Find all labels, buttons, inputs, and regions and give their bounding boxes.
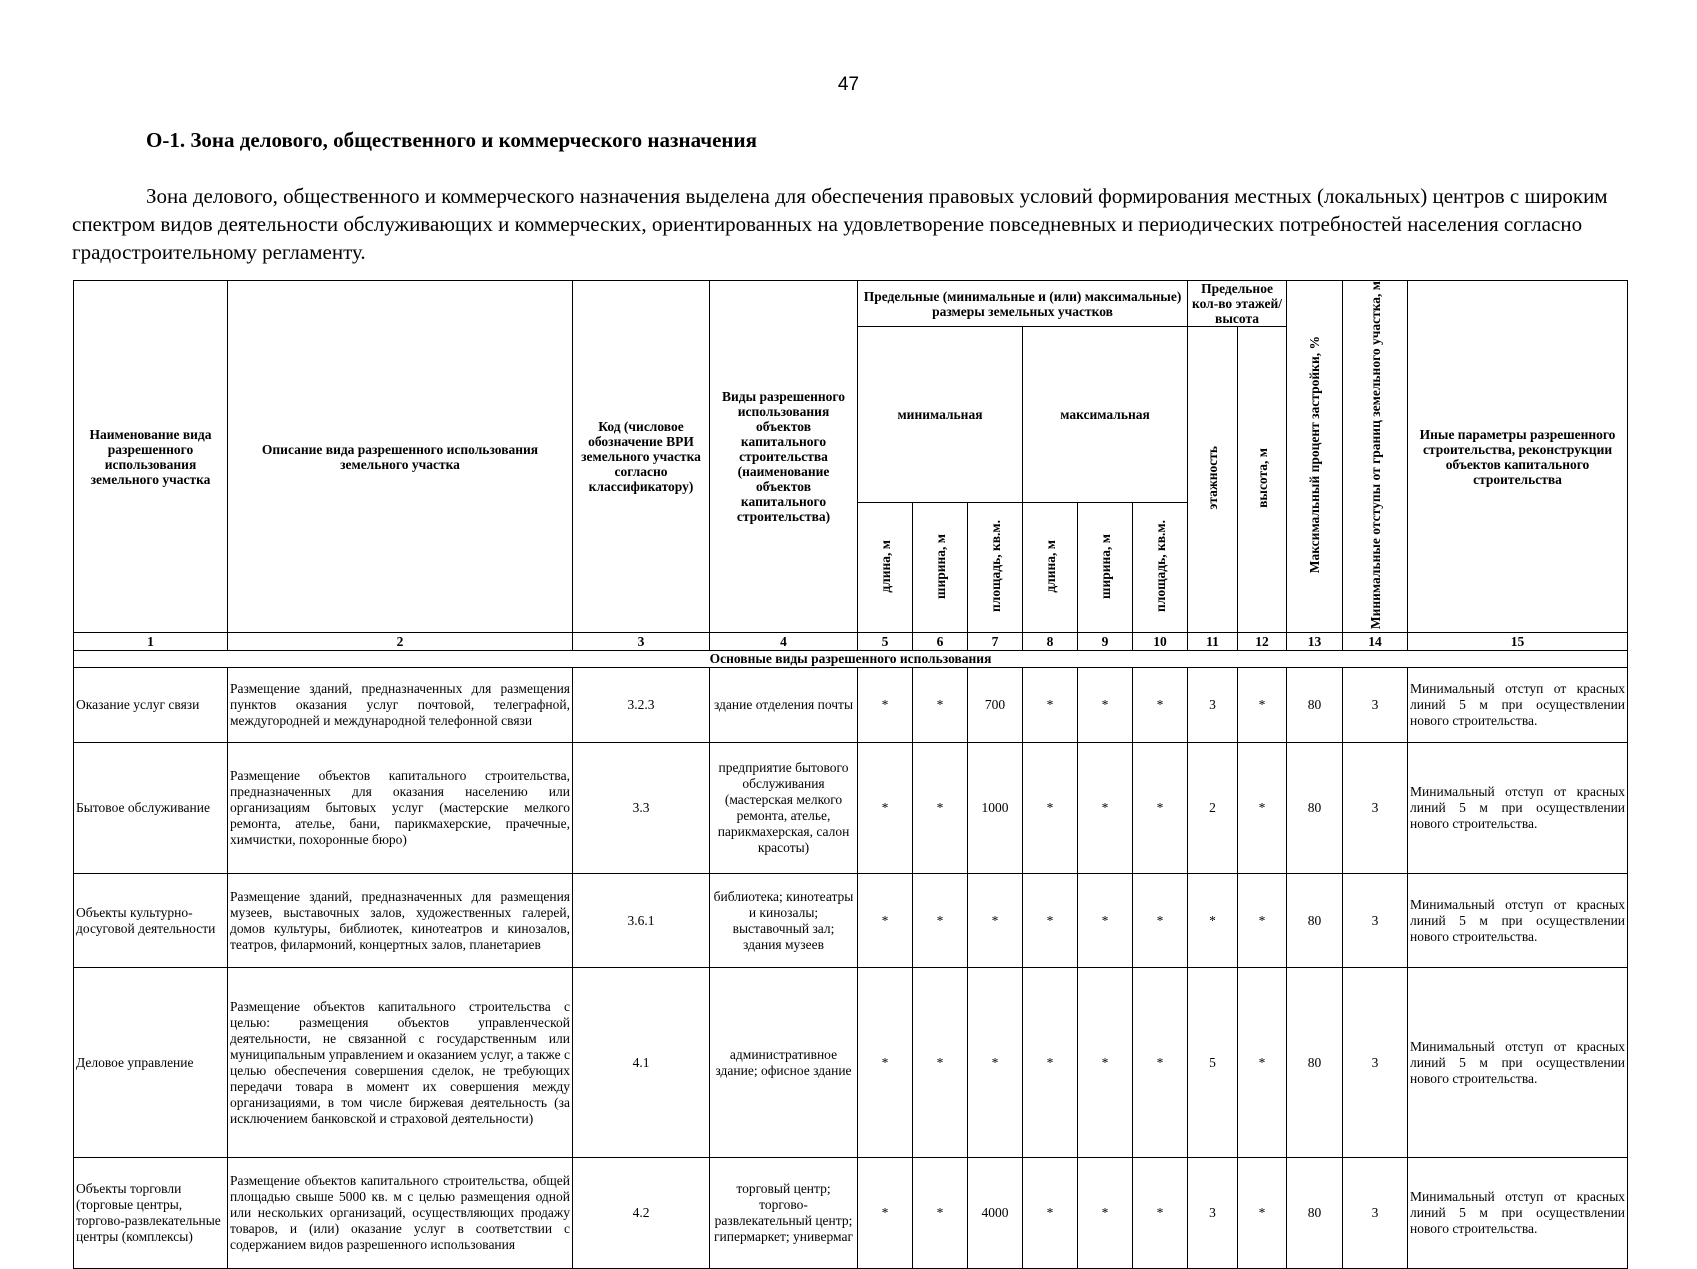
header-sizes: Предельные (минимальные и (или) максимальные) размеры земельных участков bbox=[858, 281, 1188, 327]
max-width-cell: * bbox=[1078, 668, 1133, 743]
height-cell: * bbox=[1238, 743, 1287, 874]
max-width-cell: * bbox=[1078, 874, 1133, 968]
code-cell: 3.6.1 bbox=[573, 874, 710, 968]
min-length-cell: * bbox=[858, 743, 913, 874]
min-area-cell: 4000 bbox=[968, 1158, 1023, 1269]
max-width-cell: * bbox=[1078, 743, 1133, 874]
min-area-cell: 700 bbox=[968, 668, 1023, 743]
floors-cell: 3 bbox=[1188, 1158, 1238, 1269]
name-cell: Объекты торговли (торговые центры, торгово-развлекательные центры (комплексы) bbox=[74, 1158, 228, 1269]
column-number: 10 bbox=[1133, 633, 1188, 651]
header-setback-text: Минимальные отступы от границ земельного участка, м bbox=[1367, 281, 1383, 630]
name-cell: Бытовое обслуживание bbox=[74, 743, 228, 874]
header-max: максимальная bbox=[1023, 327, 1188, 503]
header-max-length bbox=[1023, 503, 1078, 633]
section-title: Основные виды разрешенного использования bbox=[74, 651, 1628, 668]
height-cell: * bbox=[1238, 968, 1287, 1158]
objects-cell: административное здание; офисное здание bbox=[710, 968, 858, 1158]
height-cell: * bbox=[1238, 1158, 1287, 1269]
floors-cell: 5 bbox=[1188, 968, 1238, 1158]
column-number: 6 bbox=[913, 633, 968, 651]
floors-cell: * bbox=[1188, 874, 1238, 968]
table-row bbox=[74, 668, 1628, 743]
max-width-cell: * bbox=[1078, 968, 1133, 1158]
header-coverage-text: Максимальный процент застройки, % bbox=[1307, 336, 1323, 574]
objects-cell: предприятие бытового обслуживания (мастерская мелкого ремонта, ателье, парикмахерская, салон красоты) bbox=[710, 743, 858, 874]
max-area-cell: * bbox=[1133, 874, 1188, 968]
other-params-cell: Минимальный отступ от красных линий 5 м при осуществлении нового строительства. bbox=[1408, 668, 1628, 743]
header-setback bbox=[1343, 281, 1408, 633]
name-cell: Объекты культурно-досуговой деятельности bbox=[74, 874, 228, 968]
header-max-area bbox=[1133, 503, 1188, 633]
min-length-cell: * bbox=[858, 968, 913, 1158]
header-max-width-text: ширина, м bbox=[1097, 533, 1113, 599]
max-length-cell: * bbox=[1023, 968, 1078, 1158]
code-cell: 4.2 bbox=[573, 1158, 710, 1269]
code-cell: 3.2.3 bbox=[573, 668, 710, 743]
header-min-length-text: длина, м bbox=[877, 539, 893, 593]
header-min-width-text: ширина, м bbox=[932, 533, 948, 599]
regulation-table bbox=[73, 280, 1628, 1269]
objects-cell: торговый центр; торгово-развлекательный центр; гипермаркет; универмаг bbox=[710, 1158, 858, 1269]
table-row bbox=[74, 1158, 1628, 1269]
intro-text: Зона делового, общественного и коммерческого назначения выделена для обеспечения правовых условий формирования местных (локальных) центров с широким спектром видов деятельности обслуживающих и коммерческих, ориентированных на удовлетворение повседневных и периодических потребностей населения согласно градостроительному регламенту. bbox=[72, 184, 1608, 264]
header-code: Код (числовое обозначение ВРИ земельного участка согласно классификатору) bbox=[573, 281, 710, 633]
min-area-cell: * bbox=[968, 968, 1023, 1158]
column-number: 5 bbox=[858, 633, 913, 651]
table-body bbox=[74, 633, 1628, 1269]
header-min-length bbox=[858, 503, 913, 633]
coverage-cell: 80 bbox=[1287, 668, 1343, 743]
column-number: 1 bbox=[74, 633, 228, 651]
table-row bbox=[74, 968, 1628, 1158]
header-min: минимальная bbox=[858, 327, 1023, 503]
header-min-area-text: площадь, кв.м. bbox=[987, 520, 1003, 613]
header-min-area bbox=[968, 503, 1023, 633]
column-number: 15 bbox=[1408, 633, 1628, 651]
column-number: 12 bbox=[1238, 633, 1287, 651]
max-length-cell: * bbox=[1023, 743, 1078, 874]
header-description: Описание вида разрешенного использования земельного участка bbox=[228, 281, 573, 633]
coverage-cell: 80 bbox=[1287, 743, 1343, 874]
column-number: 13 bbox=[1287, 633, 1343, 651]
column-number: 9 bbox=[1078, 633, 1133, 651]
max-length-cell: * bbox=[1023, 1158, 1078, 1269]
max-area-cell: * bbox=[1133, 968, 1188, 1158]
table-row bbox=[74, 874, 1628, 968]
min-area-cell: 1000 bbox=[968, 743, 1023, 874]
intro-paragraph bbox=[72, 182, 1632, 266]
column-number: 8 bbox=[1023, 633, 1078, 651]
description-cell: Размещение объектов капитального строительства, предназначенных для оказания населению или организациям бытовых услуг (мастерские мелкого ремонта, ателье, бани, парикмахерские, прачечные, химчистки, похоронные бюро) bbox=[228, 743, 573, 874]
header-name: Наименование вида разрешенного использования земельного участка bbox=[74, 281, 228, 633]
min-width-cell: * bbox=[913, 968, 968, 1158]
min-width-cell: * bbox=[913, 874, 968, 968]
header-coverage bbox=[1287, 281, 1343, 633]
header-min-width bbox=[913, 503, 968, 633]
other-params-cell: Минимальный отступ от красных линий 5 м при осуществлении нового строительства. bbox=[1408, 1158, 1628, 1269]
zone-title: О-1. Зона делового, общественного и коммерческого назначения bbox=[146, 128, 757, 152]
max-length-cell: * bbox=[1023, 668, 1078, 743]
column-number: 11 bbox=[1188, 633, 1238, 651]
description-cell: Размещение объектов капитального строительства с целью: размещения объектов управленческой деятельности, не связанной с государственным или муниципальным управлением и оказанием услуг, а также с целью обеспечения совершения сделок, не требующих передачи товара в момент их совершения между организациями, в том числе биржевая деятельность (за исключением банковской и страховой деятельности) bbox=[228, 968, 573, 1158]
other-params-cell: Минимальный отступ от красных линий 5 м при осуществлении нового строительства. bbox=[1408, 874, 1628, 968]
column-number: 4 bbox=[710, 633, 858, 651]
min-area-cell: * bbox=[968, 874, 1023, 968]
name-cell: Оказание услуг связи bbox=[74, 668, 228, 743]
header-floors bbox=[1188, 327, 1238, 633]
header-max-width bbox=[1078, 503, 1133, 633]
header-height bbox=[1238, 327, 1287, 633]
header-objects: Виды разрешенного использования объектов капитального строительства (наименование объектов капитального строительства) bbox=[710, 281, 858, 633]
description-cell: Размещение объектов капитального строительства, общей площадью свыше 5000 кв. м с целью размещения одной или нескольких организаций, осуществляющих продажу товаров, и (или) оказание услуг в соответствии с содержанием видов разрешенного использования bbox=[228, 1158, 573, 1269]
setback-cell: 3 bbox=[1343, 874, 1408, 968]
height-cell: * bbox=[1238, 668, 1287, 743]
column-number: 2 bbox=[228, 633, 573, 651]
max-area-cell: * bbox=[1133, 743, 1188, 874]
section-row bbox=[74, 651, 1628, 668]
min-width-cell: * bbox=[913, 1158, 968, 1269]
header-max-area-text: площадь, кв.м. bbox=[1152, 520, 1168, 613]
min-length-cell: * bbox=[858, 874, 913, 968]
coverage-cell: 80 bbox=[1287, 968, 1343, 1158]
max-length-cell: * bbox=[1023, 874, 1078, 968]
min-width-cell: * bbox=[913, 743, 968, 874]
setback-cell: 3 bbox=[1343, 1158, 1408, 1269]
description-cell: Размещение зданий, предназначенных для размещения пунктов оказания услуг почтовой, телеграфной, междугородней и международной телефонной связи bbox=[228, 668, 573, 743]
max-area-cell: * bbox=[1133, 668, 1188, 743]
table-row bbox=[74, 743, 1628, 874]
objects-cell: библиотека; кинотеатры и кинозалы; выставочный зал; здания музеев bbox=[710, 874, 858, 968]
setback-cell: 3 bbox=[1343, 668, 1408, 743]
column-number-row bbox=[74, 633, 1628, 651]
header-other: Иные параметры разрешенного строительства, реконструкции объектов капитального строительства bbox=[1408, 281, 1628, 633]
column-number: 7 bbox=[968, 633, 1023, 651]
min-length-cell: * bbox=[858, 1158, 913, 1269]
height-cell: * bbox=[1238, 874, 1287, 968]
name-cell: Деловое управление bbox=[74, 968, 228, 1158]
max-width-cell: * bbox=[1078, 1158, 1133, 1269]
page-number: 47 bbox=[837, 74, 860, 95]
min-length-cell: * bbox=[858, 668, 913, 743]
header-floors-text: этажность bbox=[1205, 446, 1221, 510]
other-params-cell: Минимальный отступ от красных линий 5 м при осуществлении нового строительства. bbox=[1408, 743, 1628, 874]
header-max-length-text: длина, м bbox=[1042, 539, 1058, 593]
code-cell: 4.1 bbox=[573, 968, 710, 1158]
setback-cell: 3 bbox=[1343, 743, 1408, 874]
description-cell: Размещение зданий, предназначенных для размещения музеев, выставочных залов, художественных галерей, домов культуры, библиотек, кинотеатров и кинозалов, театров, филармоний, концертных залов, планетариев bbox=[228, 874, 573, 968]
header-floors-group: Предельное кол-во этажей/ высота bbox=[1188, 281, 1287, 327]
column-number: 14 bbox=[1343, 633, 1408, 651]
column-number: 3 bbox=[573, 633, 710, 651]
floors-cell: 3 bbox=[1188, 668, 1238, 743]
header-height-text: высота, м bbox=[1254, 448, 1270, 509]
setback-cell: 3 bbox=[1343, 968, 1408, 1158]
floors-cell: 2 bbox=[1188, 743, 1238, 874]
code-cell: 3.3 bbox=[573, 743, 710, 874]
max-area-cell: * bbox=[1133, 1158, 1188, 1269]
coverage-cell: 80 bbox=[1287, 874, 1343, 968]
min-width-cell: * bbox=[913, 668, 968, 743]
objects-cell: здание отделения почты bbox=[710, 668, 858, 743]
other-params-cell: Минимальный отступ от красных линий 5 м при осуществлении нового строительства. bbox=[1408, 968, 1628, 1158]
coverage-cell: 80 bbox=[1287, 1158, 1343, 1269]
